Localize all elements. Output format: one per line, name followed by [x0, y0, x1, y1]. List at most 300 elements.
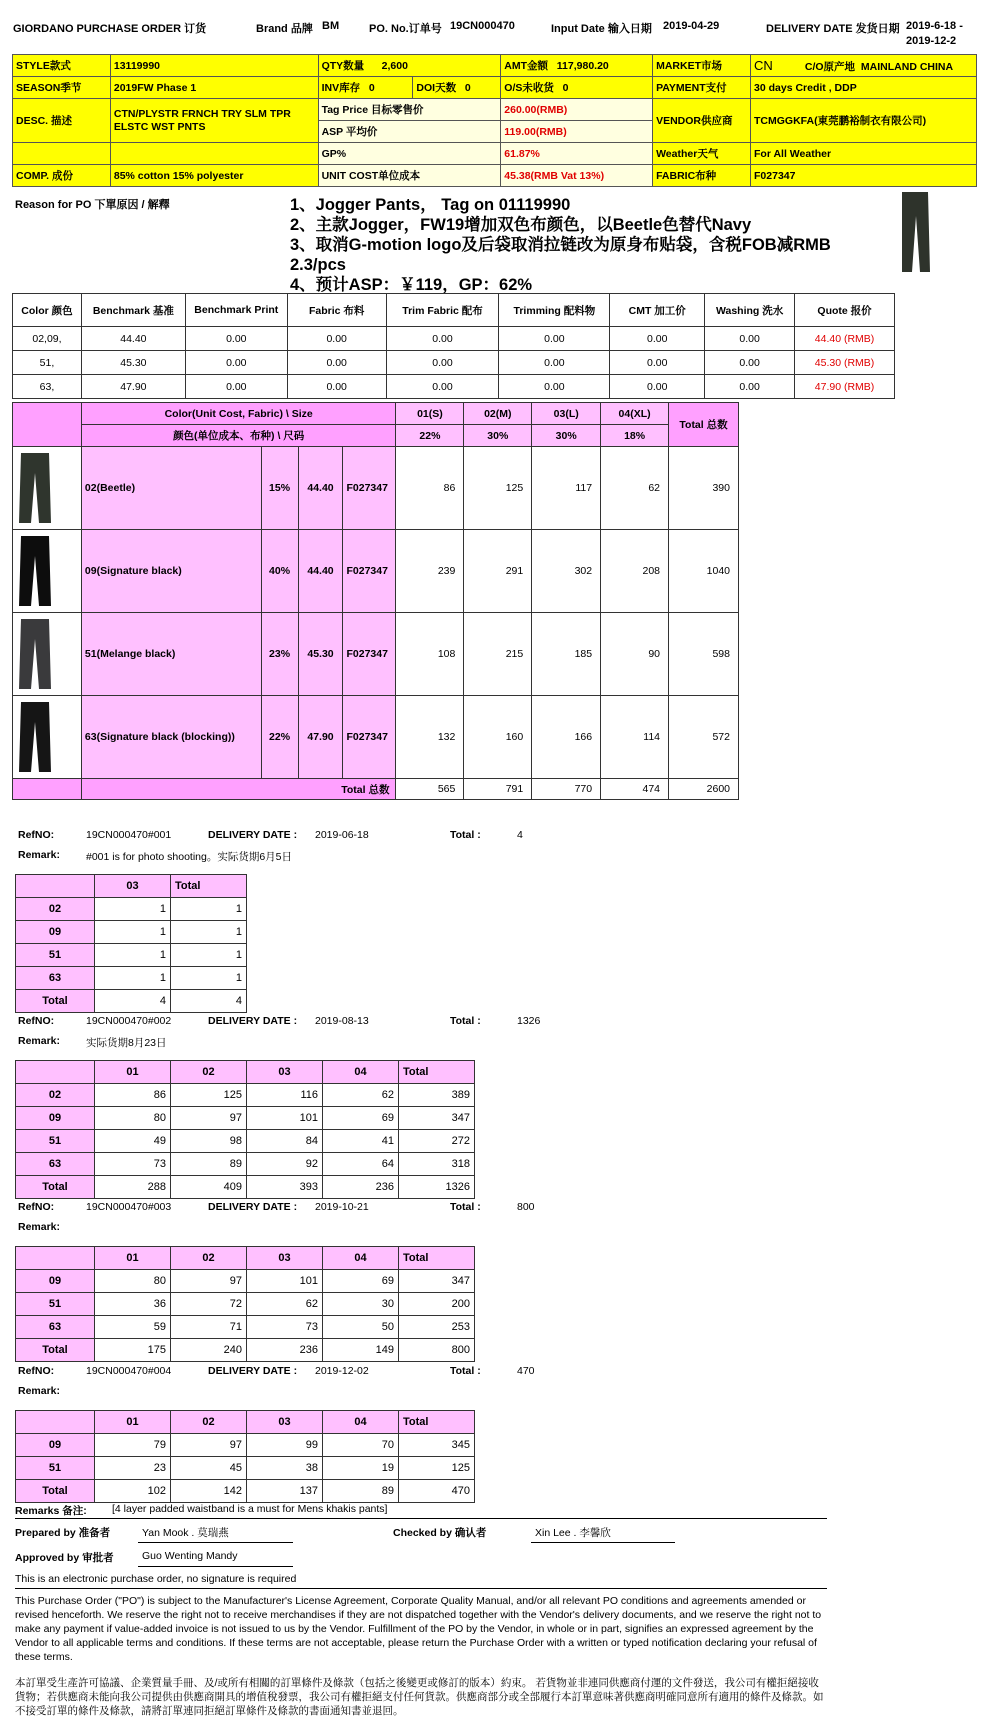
qty-cell: 70 — [323, 1434, 399, 1457]
color-name: 51(Melange black) — [81, 613, 261, 696]
corner-cell — [16, 1247, 95, 1270]
qty-cell: 19 — [323, 1457, 399, 1480]
qty-cell: 97 — [171, 1434, 247, 1457]
total-cell: 4 — [95, 990, 171, 1013]
cost-breakdown-table — [12, 293, 895, 399]
color-code: 09 — [16, 921, 95, 944]
delivery-date-label: DELIVERY DATE : — [208, 829, 298, 841]
season-label: SEASON季节 — [13, 77, 111, 99]
total-label: Total 总数 — [81, 779, 396, 800]
color-code: 09 — [16, 1107, 95, 1130]
comp-value: 85% cotton 15% polyester — [110, 165, 318, 187]
size-header: 03(L) — [532, 403, 601, 425]
color-row — [13, 447, 739, 530]
row-total: 347 — [399, 1270, 475, 1293]
fabric-label: FABRIC布种 — [653, 165, 751, 187]
qty-cell: 90 — [601, 613, 669, 696]
size-ratio: 30% — [532, 425, 601, 447]
cost-row — [13, 327, 895, 351]
cost-header: Fabric 布料 — [287, 294, 386, 327]
qty-cell: 80 — [95, 1107, 171, 1130]
size-col: 02 — [171, 1411, 247, 1434]
qty-cell: 114 — [601, 696, 669, 779]
cost-header: Color 颜色 — [13, 294, 82, 327]
ref-total-label: Total : — [450, 1015, 481, 1027]
total-label: Total — [16, 990, 95, 1013]
delivery-date-label: DELIVERY DATE : — [208, 1015, 298, 1027]
qty-cell: 79 — [95, 1434, 171, 1457]
ref-number: 19CN000470#004 — [86, 1365, 172, 1377]
divider — [15, 1588, 827, 1589]
color-fabric: F027347 — [343, 530, 396, 613]
cost-cell: 02,09, — [13, 327, 82, 351]
tag-value: 260.00(RMB) — [501, 99, 653, 121]
cost-cell: 0.00 — [185, 327, 287, 351]
electronic-note: This is an electronic purchase order, no signature is required — [15, 1573, 297, 1585]
checked-label: Checked by 确认者 — [393, 1527, 487, 1539]
qty-cell: 117 — [532, 447, 601, 530]
input-date-label: Input Date 输入日期 — [551, 23, 652, 35]
qty-cell: 69 — [323, 1270, 399, 1293]
signature-line — [531, 1542, 675, 1543]
os-label: O/S未收货 — [504, 82, 554, 94]
weather-value: For All Weather — [751, 143, 977, 165]
size-col: 04 — [323, 1061, 399, 1084]
qty-cell: 1 — [95, 944, 171, 967]
color-name: 63(Signature black (blocking)) — [81, 696, 261, 779]
reason-line: 1、Jogger Pants， Tag on 01119990 — [290, 196, 571, 214]
qty-cell: 86 — [95, 1084, 171, 1107]
cost-header: Quote 报价 — [795, 294, 895, 327]
size-col: 01 — [95, 1061, 171, 1084]
vendor-label: VENDOR供应商 — [653, 99, 751, 143]
color-swatch-cell — [13, 530, 82, 613]
reason-line: 2、主款Jogger，FW19增加双色布颜色，以Beetle色替代Navy — [290, 216, 752, 234]
total-col: Total — [399, 1247, 475, 1270]
row-total: 1 — [171, 898, 247, 921]
color-row — [13, 530, 739, 613]
qty-cell: 62 — [601, 447, 669, 530]
cost-cell: 0.00 — [705, 351, 795, 375]
row-total: 345 — [399, 1434, 475, 1457]
cost-header: Benchmark 基准 — [81, 294, 185, 327]
corner-cell — [16, 1061, 95, 1084]
size-col: 02 — [171, 1247, 247, 1270]
desc-label: DESC. 描述 — [13, 99, 111, 143]
total-cell: 137 — [247, 1480, 323, 1503]
market-value: CN — [754, 57, 773, 73]
delivery-table-004 — [15, 1410, 475, 1503]
inv-value: 0 — [368, 82, 375, 94]
quote-cell: 44.40 (RMB) — [795, 327, 895, 351]
empty-cell — [110, 143, 318, 165]
origin-label: C/O原产地 — [804, 60, 856, 73]
season-value: 2019FW Phase 1 — [110, 77, 318, 99]
grand-total: 2600 — [669, 779, 739, 800]
ref-label: RefNO: — [18, 1015, 55, 1027]
color-row — [13, 696, 739, 779]
size-header: 02(M) — [464, 403, 532, 425]
qty-cell: 98 — [171, 1130, 247, 1153]
inv-label: INV库存 — [321, 82, 361, 94]
cost-cell: 0.00 — [499, 375, 610, 399]
delivery-table-003 — [15, 1246, 475, 1362]
qty-cell: 291 — [464, 530, 532, 613]
qty-cell: 69 — [323, 1107, 399, 1130]
delivery-date: 2019-06-18 — [315, 829, 369, 841]
amt-cell — [501, 55, 653, 77]
brand-value: BM — [322, 20, 340, 32]
pant-photo-beetle — [15, 451, 55, 525]
qty-cell: 108 — [396, 613, 464, 696]
qty-cell: 59 — [95, 1316, 171, 1339]
cost-cell: 0.00 — [386, 327, 499, 351]
cost-cell: 44.40 — [81, 327, 185, 351]
cost-row — [13, 375, 895, 399]
quote-cell: 47.90 (RMB) — [795, 375, 895, 399]
color-code: 63 — [16, 1153, 95, 1176]
ref-label: RefNO: — [18, 1201, 55, 1213]
amt-value: 117,980.20 — [556, 60, 609, 72]
total-col: Total — [399, 1411, 475, 1434]
color-swatch-cell — [13, 447, 82, 530]
delivery-date-range-end: 2019-12-2 — [906, 35, 957, 47]
cost-cell: 51, — [13, 351, 82, 375]
doi-cell — [413, 77, 501, 99]
total-row — [13, 779, 739, 800]
qty-cell: 166 — [532, 696, 601, 779]
gp-label: GP% — [318, 143, 501, 165]
qty-cell: 302 — [532, 530, 601, 613]
market-label: MARKET市场 — [653, 55, 751, 77]
qty-cell: 185 — [532, 613, 601, 696]
qty-cell: 116 — [247, 1084, 323, 1107]
color-size-header: Color(Unit Cost, Fabric) \ Size — [81, 403, 396, 425]
pant-photo-black — [15, 534, 55, 608]
qty-cell: 125 — [171, 1084, 247, 1107]
qty-cell: 89 — [171, 1153, 247, 1176]
row-total: 272 — [399, 1130, 475, 1153]
size-col: 03 — [247, 1247, 323, 1270]
prepared-name: Yan Mook . 莫瑞燕 — [142, 1527, 229, 1539]
ref-number: 19CN000470#002 — [86, 1015, 172, 1027]
cost-cell: 0.00 — [185, 375, 287, 399]
cost-cell: 0.00 — [499, 351, 610, 375]
total-cell: 565 — [396, 779, 464, 800]
grand-total: 1326 — [399, 1176, 475, 1199]
pant-photo-blocking — [15, 700, 55, 774]
remarks-label: Remarks 备注: — [15, 1505, 87, 1517]
total-cell: 149 — [323, 1339, 399, 1362]
qty-cell: 1 — [95, 921, 171, 944]
total-cell: 175 — [95, 1339, 171, 1362]
ref-total: 1326 — [517, 1015, 541, 1027]
reason-line: 2.3/pcs — [290, 256, 346, 274]
color-code: 51 — [16, 1293, 95, 1316]
vendor-value: TCMGGKFA(東莞鹏裕制衣有限公司) — [751, 99, 977, 143]
color-code: 09 — [16, 1270, 95, 1293]
po-label: PO. No.订单号 — [369, 23, 442, 35]
cost-cell: 0.00 — [185, 351, 287, 375]
qty-cell: 73 — [95, 1153, 171, 1176]
remark-label: Remark: — [18, 1035, 61, 1047]
row-total: 389 — [399, 1084, 475, 1107]
reason-text — [290, 195, 850, 295]
signature-line — [138, 1542, 293, 1543]
color-swatch-cell — [13, 613, 82, 696]
qty-cell: 215 — [464, 613, 532, 696]
qty-cell — [318, 55, 501, 77]
asp-value: 119.00(RMB) — [501, 121, 653, 143]
color-code: 51 — [16, 944, 95, 967]
row-total: 1 — [171, 921, 247, 944]
color-fabric: F027347 — [343, 447, 396, 530]
ref-label: RefNO: — [18, 829, 55, 841]
remarks-text: [4 layer padded waistband is a must for Mens khakis pants] — [112, 1503, 388, 1515]
qty-cell: 101 — [247, 1270, 323, 1293]
remark-label: Remark: — [18, 849, 61, 861]
empty-cell — [13, 143, 111, 165]
total-label: Total — [16, 1176, 95, 1199]
os-cell — [501, 77, 653, 99]
color-cost: 47.90 — [298, 696, 343, 779]
total-cell: 288 — [95, 1176, 171, 1199]
row-total: 1 — [171, 944, 247, 967]
remark-text: #001 is for photo shooting。实际货期6月5日 — [86, 851, 293, 863]
size-ratio: 22% — [396, 425, 464, 447]
qty-cell: 73 — [247, 1316, 323, 1339]
signature-line — [138, 1566, 293, 1567]
qty-cell: 64 — [323, 1153, 399, 1176]
qty-cell: 80 — [95, 1270, 171, 1293]
color-cost: 45.30 — [298, 613, 343, 696]
color-pct: 23% — [261, 613, 298, 696]
color-code: 51 — [16, 1457, 95, 1480]
color-swatch-cell — [13, 696, 82, 779]
row-total: 598 — [669, 613, 739, 696]
total-cell: 236 — [247, 1339, 323, 1362]
payment-label: PAYMENT支付 — [653, 77, 751, 99]
color-cost: 44.40 — [298, 447, 343, 530]
color-pct: 40% — [261, 530, 298, 613]
row-total: 1040 — [669, 530, 739, 613]
cost-cell: 0.00 — [386, 351, 499, 375]
row-total: 390 — [669, 447, 739, 530]
product-photo — [898, 190, 932, 276]
gp-value: 61.87% — [501, 143, 653, 165]
total-cell: 770 — [532, 779, 601, 800]
corner-cell — [16, 875, 95, 898]
cost-cell: 0.00 — [610, 375, 705, 399]
row-total: 1 — [171, 967, 247, 990]
inv-cell — [318, 77, 413, 99]
approved-name: Guo Wenting Mandy — [142, 1550, 238, 1562]
qty-cell: 50 — [323, 1316, 399, 1339]
legal-terms-en: This Purchase Order ("PO") is subject to the Manufacturer's License Agreement, Corporate Quality Manual, and/or all relevant PO conditions and agreements amended or revised henceforth. We reserve the right not to receive merchandises if they are not dispatched together with the Vendor's delivery documents, and we reserve the right not to make any payment if value-added invoice is not issued to us by the Vendor. Fulfillment of the PO by the Vendor, in whole or in part, signifies an expressed agreement by the Vendor to all applicable terms and conditions. If these terms are not acceptable, please return the Purchase Order with a written or typed notification declaring your refusal of these terms. — [15, 1595, 822, 1663]
qty-cell: 1 — [95, 967, 171, 990]
qty-cell: 84 — [247, 1130, 323, 1153]
unit-cost-label: UNIT COST单位成本 — [318, 165, 501, 187]
cost-header: Washing 洗水 — [705, 294, 795, 327]
delivery-table-001 — [15, 874, 247, 1013]
total-cell: 409 — [171, 1176, 247, 1199]
color-code: 02 — [16, 898, 95, 921]
checked-name: Xin Lee . 李馨欣 — [535, 1527, 611, 1539]
color-code: 51 — [16, 1130, 95, 1153]
size-col: 03 — [247, 1411, 323, 1434]
size-col: 01 — [95, 1247, 171, 1270]
cost-header: Trimming 配料物 — [499, 294, 610, 327]
reason-line: 3、取消G-motion logo及后袋取消拉链改为原身布贴袋，含税FOB减RMB — [290, 236, 831, 254]
total-label: Total — [16, 1339, 95, 1362]
total-label: Total — [16, 1480, 95, 1503]
cost-cell: 0.00 — [610, 351, 705, 375]
comp-label: COMP. 成份 — [13, 165, 111, 187]
qty-cell: 92 — [247, 1153, 323, 1176]
delivery-date-range: 2019-6-18 - — [906, 20, 963, 32]
total-col: Total — [399, 1061, 475, 1084]
document-title: GIORDANO PURCHASE ORDER 订货 — [13, 23, 207, 35]
qty-cell: 45 — [171, 1457, 247, 1480]
row-total: 125 — [399, 1457, 475, 1480]
quote-cell: 45.30 (RMB) — [795, 351, 895, 375]
cost-header-row — [13, 294, 895, 327]
tag-label: Tag Price 目标零售价 — [318, 99, 501, 121]
size-col: 01 — [95, 1411, 171, 1434]
color-pct: 22% — [261, 696, 298, 779]
size-header: 01(S) — [396, 403, 464, 425]
size-col: 04 — [323, 1247, 399, 1270]
ref-label: RefNO: — [18, 1365, 55, 1377]
size-quantity-table — [12, 402, 739, 800]
qty-cell: 62 — [247, 1293, 323, 1316]
qty-label: QTY数量 — [321, 60, 365, 72]
qty-cell: 101 — [247, 1107, 323, 1130]
weather-label: Weather天气 — [653, 143, 751, 165]
total-cell: 236 — [323, 1176, 399, 1199]
size-header: 04(XL) — [601, 403, 669, 425]
approved-label: Approved by 审批者 — [15, 1552, 114, 1564]
ref-total-label: Total : — [450, 829, 481, 841]
ref-total: 4 — [517, 829, 523, 841]
cost-cell: 45.30 — [81, 351, 185, 375]
color-name: 09(Signature black) — [81, 530, 261, 613]
qty-cell: 86 — [396, 447, 464, 530]
cost-cell: 63, — [13, 375, 82, 399]
desc-value: CTN/PLYSTR FRNCH TRY SLM TPR ELSTC WST PNTS — [110, 99, 318, 143]
cost-cell: 0.00 — [287, 351, 386, 375]
size-col: 04 — [323, 1411, 399, 1434]
qty-cell: 132 — [396, 696, 464, 779]
qty-cell: 38 — [247, 1457, 323, 1480]
ref-total-label: Total : — [450, 1365, 481, 1377]
delivery-date-label: DELIVERY DATE : — [208, 1365, 298, 1377]
input-date: 2019-04-29 — [663, 20, 720, 32]
qty-cell: 97 — [171, 1270, 247, 1293]
remark-label: Remark: — [18, 1221, 61, 1233]
cost-row — [13, 351, 895, 375]
color-row — [13, 613, 739, 696]
cost-header: CMT 加工价 — [610, 294, 705, 327]
size-ratio: 18% — [601, 425, 669, 447]
qty-value: 2,600 — [381, 60, 408, 72]
amt-label: AMT金额 — [504, 60, 549, 72]
cost-cell: 0.00 — [287, 375, 386, 399]
total-cell: 89 — [323, 1480, 399, 1503]
color-size-header-cn: 颜色(单位成本、布种) \ 尺码 — [81, 425, 396, 447]
qty-cell: 72 — [171, 1293, 247, 1316]
qty-cell: 160 — [464, 696, 532, 779]
row-total: 318 — [399, 1153, 475, 1176]
market-cell — [751, 55, 977, 77]
qty-cell: 125 — [464, 447, 532, 530]
color-fabric: F027347 — [343, 696, 396, 779]
color-code: 09 — [16, 1434, 95, 1457]
delivery-date-label: DELIVERY DATE 发货日期 — [766, 23, 900, 35]
cost-header: Benchmark Print — [185, 294, 287, 327]
style-value: 13119990 — [110, 55, 318, 77]
reason-label: Reason for PO 下單原因 / 解釋 — [15, 199, 170, 211]
payment-value: 30 days Credit , DDP — [751, 77, 977, 99]
size-col: 03 — [95, 875, 171, 898]
qty-cell: 62 — [323, 1084, 399, 1107]
cost-cell: 0.00 — [499, 327, 610, 351]
qty-cell: 239 — [396, 530, 464, 613]
origin-value: MAINLAND CHINA — [860, 60, 954, 73]
delivery-date-label: DELIVERY DATE : — [208, 1201, 298, 1213]
cost-cell: 0.00 — [287, 327, 386, 351]
qty-cell: 97 — [171, 1107, 247, 1130]
grand-total: 800 — [399, 1339, 475, 1362]
cost-cell: 0.00 — [610, 327, 705, 351]
qty-cell: 71 — [171, 1316, 247, 1339]
delivery-date: 2019-12-02 — [315, 1365, 369, 1377]
color-code: 63 — [16, 1316, 95, 1339]
prepared-label: Prepared by 准备者 — [15, 1527, 111, 1539]
ref-number: 19CN000470#003 — [86, 1201, 172, 1213]
qty-cell: 41 — [323, 1130, 399, 1153]
ref-total-label: Total : — [450, 1201, 481, 1213]
cost-cell: 0.00 — [705, 375, 795, 399]
remark-label: Remark: — [18, 1385, 61, 1397]
grand-total: 470 — [399, 1480, 475, 1503]
color-fabric: F027347 — [343, 613, 396, 696]
color-code: 63 — [16, 967, 95, 990]
qty-cell: 30 — [323, 1293, 399, 1316]
divider — [15, 1518, 827, 1519]
qty-cell: 208 — [601, 530, 669, 613]
style-label: STYLE款式 — [13, 55, 111, 77]
total-cell: 102 — [95, 1480, 171, 1503]
qty-cell: 49 — [95, 1130, 171, 1153]
size-col: 03 — [247, 1061, 323, 1084]
grand-total: 4 — [171, 990, 247, 1013]
corner-cell — [16, 1411, 95, 1434]
po-number: 19CN000470 — [450, 20, 515, 32]
qty-cell: 1 — [95, 898, 171, 921]
color-cost: 44.40 — [298, 530, 343, 613]
qty-cell: 36 — [95, 1293, 171, 1316]
total-cell: 240 — [171, 1339, 247, 1362]
fabric-value: F027347 — [751, 165, 977, 187]
delivery-table-002 — [15, 1060, 475, 1199]
cost-cell: 0.00 — [386, 375, 499, 399]
size-col: 02 — [171, 1061, 247, 1084]
qty-cell: 99 — [247, 1434, 323, 1457]
size-ratio: 30% — [464, 425, 532, 447]
ref-total: 470 — [517, 1365, 535, 1377]
color-code: 02 — [16, 1084, 95, 1107]
